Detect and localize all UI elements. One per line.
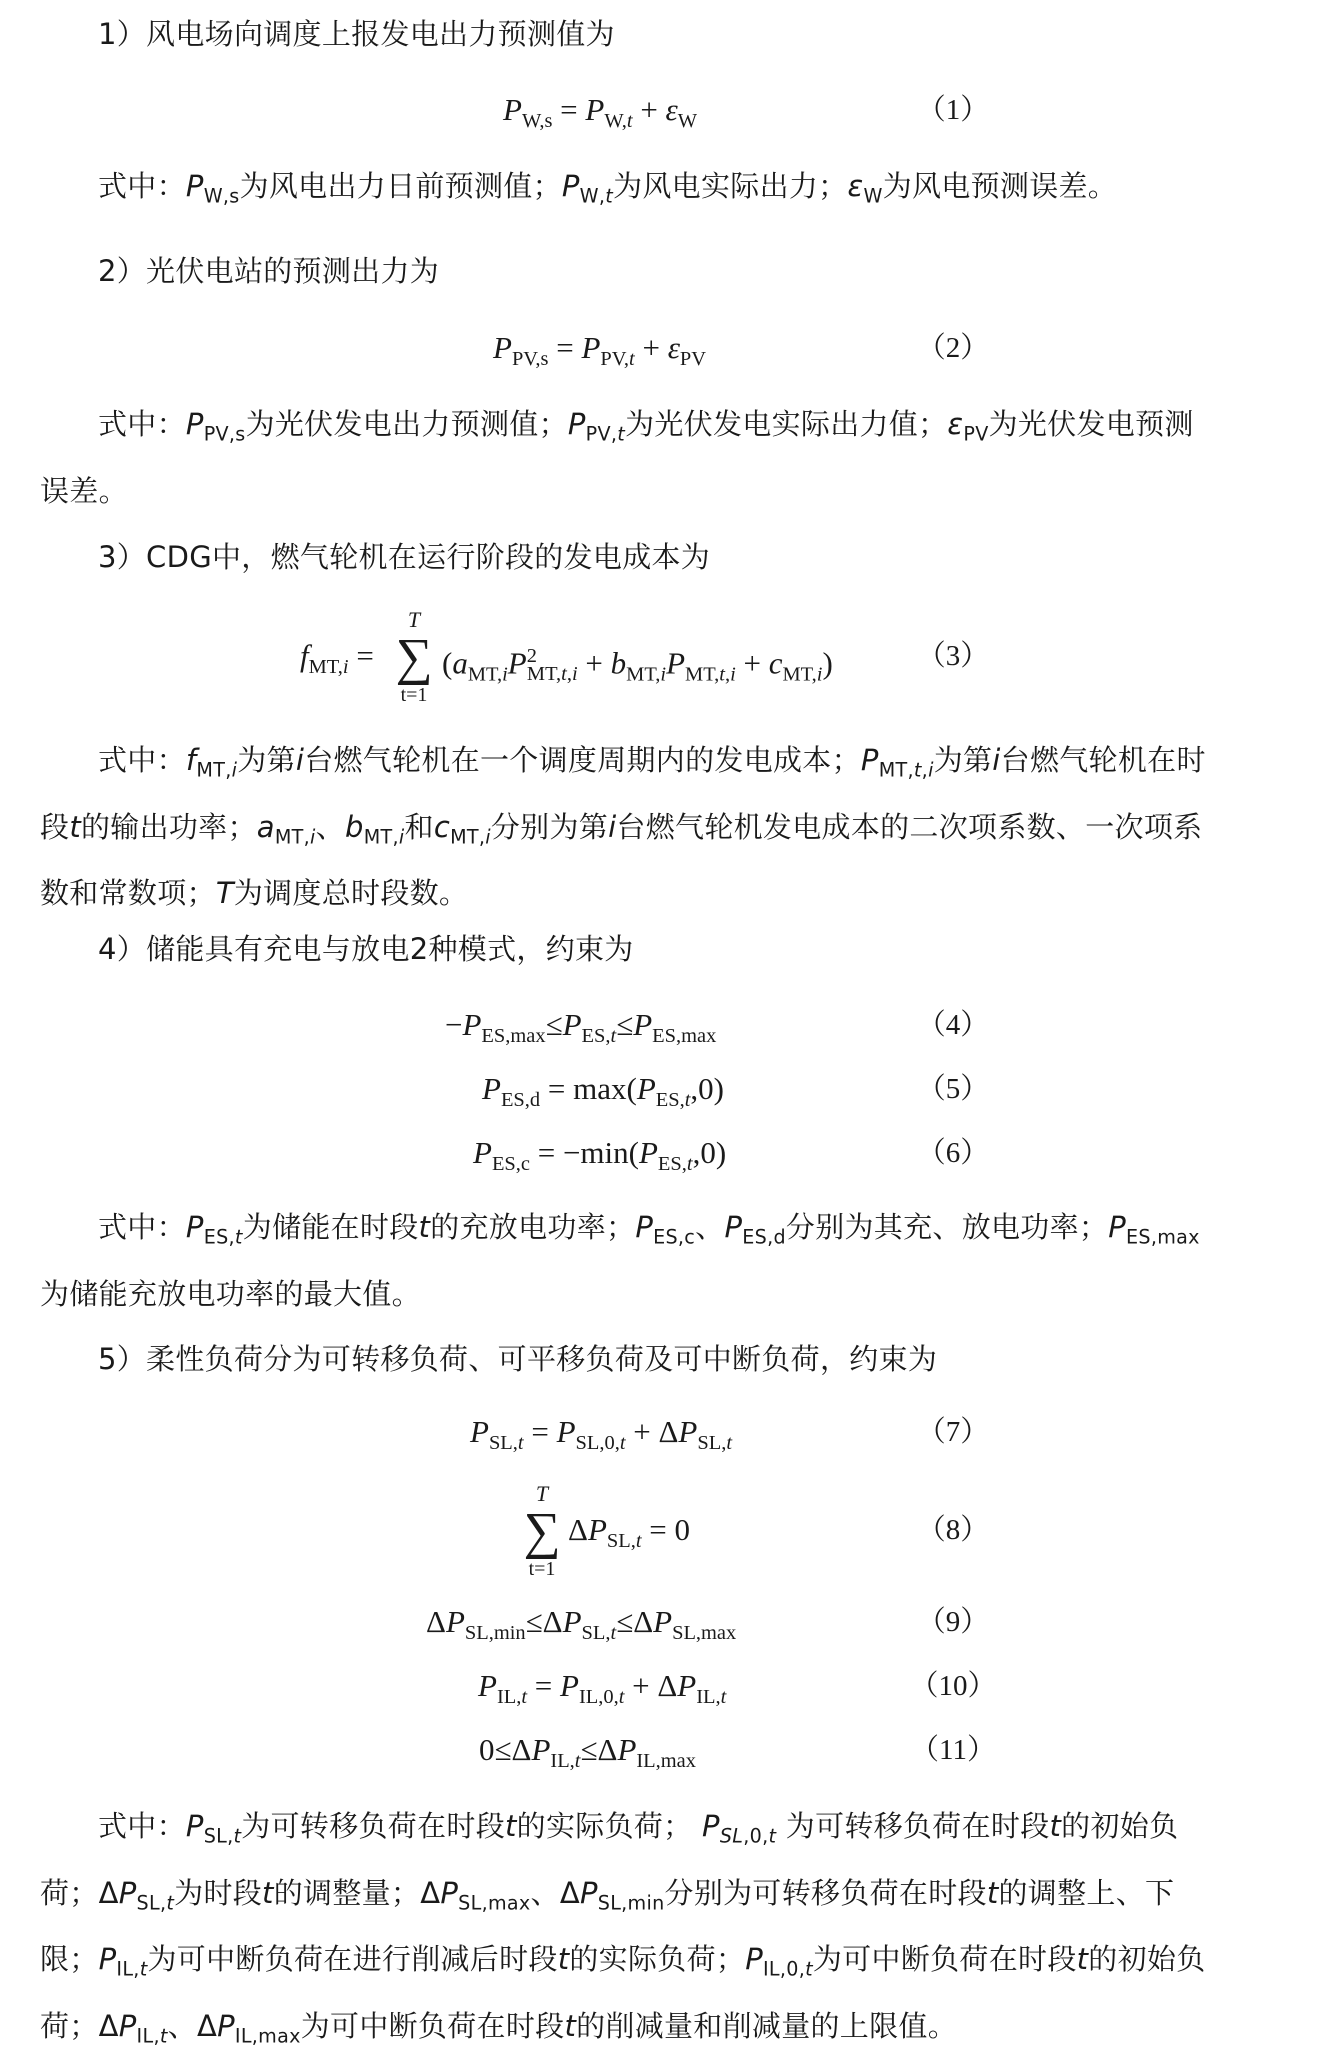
- equation-number-10: （10）: [909, 1670, 997, 1702]
- equation-11: [0, 1720, 1331, 1780]
- section-heading-3: 3）CDG中，燃气轮机在运行阶段的发电成本为: [98, 540, 711, 574]
- description-5: 式中：$P_{SL,t}$为可转移负荷在时段t的实际负荷； $P_{SL,0,t}$ 为可转移负荷在时段t的初始负 荷；$\Delta P_{SL,t}$为时段t的调整量；$\Delta P_{SL,max}$、$\Delta P_{SL,min}$分别为可转移负荷在时段t的调整上、下 限；$P_{IL,t}$为可中断负荷在进行削减后时段t的实际负荷；$P_{IL,0,t}$为可中断负荷在时段t的初始负 荷；$\Delta P_{IL,t}$、$\Delta P_{IL,max}$为可中断负荷在时段t的削减量和削减量的上限值。: [40, 1809, 1206, 2048]
- section-heading-4: 4）储能具有充电与放电2种模式，约束为: [98, 932, 634, 966]
- equation-number-8: （8）: [916, 1514, 990, 1546]
- equation-number-2: （2）: [916, 332, 990, 364]
- equation-1: [0, 80, 1331, 140]
- equation-4: [0, 995, 1331, 1055]
- equation-number-3: （3）: [916, 640, 990, 672]
- equation-3: [0, 607, 1331, 706]
- equation-number-1: （1）: [916, 94, 990, 126]
- equation-9: [0, 1592, 1331, 1652]
- equation-7-formula: $P_{SL,t} = P_{SL,0,t} + \Delta P_{SL,t}$: [470, 1414, 733, 1455]
- equation-4-formula: $-P_{ES,max}\le P_{ES,t}\le P_{ES,max}$: [445, 1007, 717, 1048]
- equation-9-formula: $\Delta P_{SL,min}\le\Delta P_{SL,t}\le\Delta P_{SL,max}$: [426, 1604, 737, 1645]
- equation-6-formula: $P_{ES,c} = -\min(P_{ES,t},0)$: [473, 1135, 727, 1176]
- equation-number-5: （5）: [916, 1073, 990, 1105]
- section-heading-2: 2）光伏电站的预测出力为: [98, 254, 440, 288]
- description-2: 式中：$P_{PV,s}$为光伏发电出力预测值；$P_{PV,t}$为光伏发电实际出力值；$\varepsilon_{PV}$为光伏发电预测 误差。: [40, 407, 1194, 508]
- equation-3-lhs: $f_{MT,i}$ =: [300, 638, 374, 679]
- equation-1-formula: $P_{W,s} = P_{W,t} + \varepsilon_W$: [503, 92, 698, 133]
- equation-10-formula: $P_{IL,t} = P_{IL,0,t} + \Delta P_{IL,t}$: [478, 1668, 727, 1709]
- equation-number-4: （4）: [916, 1009, 990, 1041]
- description-1: 式中：$P_{W,s}$为风电出力日前预测值；$P_{W,t}$为风电实际出力；$\varepsilon_W$为风电预测误差。: [98, 169, 1118, 208]
- equation-7: [0, 1402, 1331, 1462]
- summation-symbol-8: T ∑ t=1: [523, 1481, 561, 1580]
- equation-10: [0, 1656, 1331, 1716]
- description-4: 式中：$P_{ES,t}$为储能在时段t的充放电功率；$P_{ES,c}$、$P_{ES,d}$分别为其充、放电功率；$P_{ES,max}$ 为储能充放电功率的最大值。: [40, 1210, 1200, 1311]
- equation-number-9: （9）: [916, 1606, 990, 1638]
- equation-number-7: （7）: [916, 1416, 990, 1448]
- equation-2: [0, 318, 1331, 378]
- equation-11-formula: $0\le\Delta P_{IL,t}\le\Delta P_{IL,max}$: [479, 1732, 696, 1773]
- equation-5: [0, 1059, 1331, 1119]
- equation-number-11: （11）: [910, 1734, 996, 1766]
- summation-symbol-3: T ∑ t=1: [395, 607, 433, 706]
- equation-8-formula: $\Delta P_{SL,t} = 0$: [568, 1512, 691, 1553]
- section-heading-5: 5）柔性负荷分为可转移负荷、可平移负荷及可中断负荷，约束为: [98, 1342, 938, 1376]
- equation-number-6: （6）: [916, 1137, 990, 1169]
- equation-6: [0, 1123, 1331, 1183]
- equation-3-rhs: $(a_{MT,i}P^2_{MT,t,i} + b_{MT,i}P_{MT,t,i} + c_{MT,i})$: [442, 645, 833, 686]
- equation-5-formula: $P_{ES,d} = \max(P_{ES,t},0)$: [482, 1071, 724, 1112]
- section-heading-1: 1）风电场向调度上报发电出力预测值为: [98, 17, 615, 51]
- description-3: 式中：$f_{MT,i}$为第i台燃气轮机在一个调度周期内的发电成本；$P_{MT,t,i}$为第i台燃气轮机在时 段t的输出功率；$a_{MT,i}$、$b_{MT,i}$和$c_{MT,i}$分别为第i台燃气轮机发电成本的二次项系数、一次项系 数和常数项；T为调度总时段数。: [40, 743, 1206, 911]
- equation-2-formula: $P_{PV,s} = P_{PV,t} + \varepsilon_{PV}$: [493, 330, 707, 371]
- equation-8: [0, 1481, 1331, 1580]
